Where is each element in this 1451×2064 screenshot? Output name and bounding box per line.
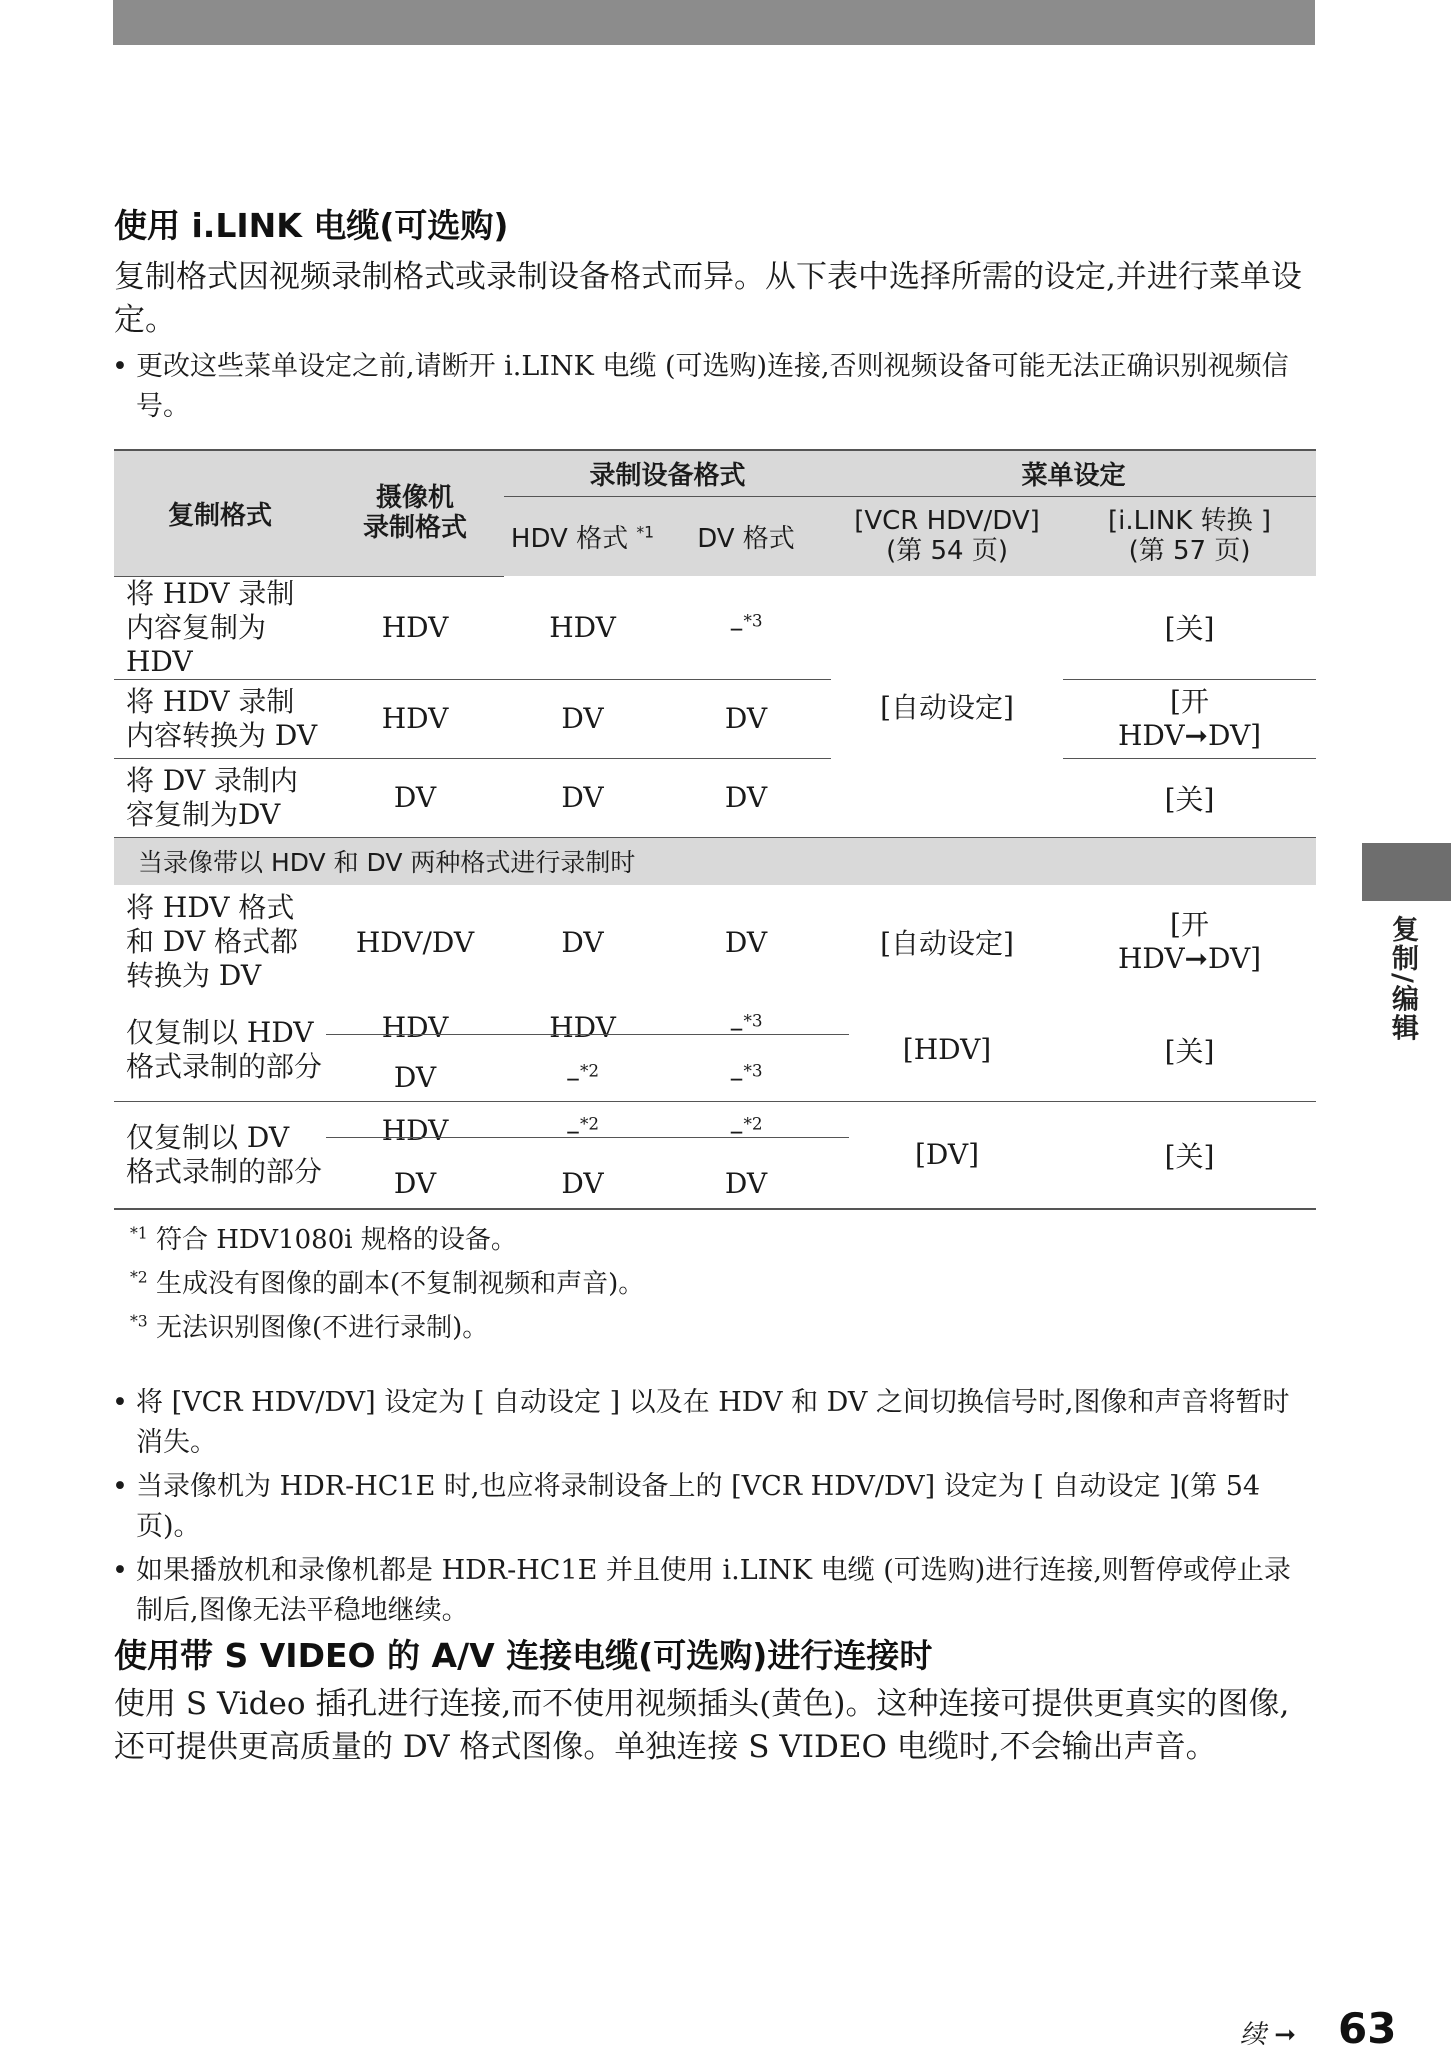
cell-ilink: [关] [1063, 999, 1316, 1101]
footnote-mark: *3 [130, 1312, 148, 1331]
row-label: 将 HDV 录制内容复制为 HDV [114, 576, 326, 679]
cell-dv-text: – [729, 610, 744, 644]
table-row [114, 885, 1316, 999]
header-camcorder-format-text: 摄像机 录制格式 [362, 483, 467, 544]
cell-dv-text: – [729, 1061, 744, 1095]
svideo-paragraph: 使用 S Video 插孔进行连接,而不使用视频插头(黄色)。这种连接可提供更真实的图像,还可提供更高质量的 DV 格式图像。单独连接 S VIDEO 电缆时,不会输出声音。 [114, 1686, 1290, 1765]
row-label: 将 HDV 格式和 DV 格式都转换为 DV [126, 891, 298, 992]
intro-paragraph: 复制格式因视频录制格式或录制设备格式而异。从下表中选择所需的设定,并进行菜单设定。 [114, 259, 1302, 338]
footnote-text: 符合 HDV1080i 规格的设备。 [147, 1225, 517, 1255]
cell-camcorder: HDV/DV [355, 925, 475, 959]
continued-indicator: 续 ➞ [1240, 2020, 1297, 2050]
cell-vcr: [DV] [831, 1101, 1063, 1209]
cell-hdv: DV [504, 679, 661, 758]
table-row [114, 679, 1316, 758]
header-ilink-conversion [1063, 496, 1316, 576]
cell-dv [661, 576, 831, 679]
cell-hdv: DV [561, 925, 604, 959]
footnote-1 [130, 1218, 644, 1262]
format-table [114, 449, 1316, 1210]
table-row [114, 1101, 1316, 1159]
header-recorder-format: 录制设备格式 [504, 450, 831, 496]
cell-vcr: [HDV] [831, 999, 1063, 1101]
cell-camcorder: DV [326, 1159, 504, 1209]
note-item: • 更改这些菜单设定之前,请断开 i.LINK 电缆 (可选购)连接,否则视频设备可能无法正确识别视频信号。 [110, 347, 1315, 427]
note-item: • 如果播放机和录像机都是 HDR-HC1E 并且使用 i.LINK 电缆 (可选购)进行连接,则暂停或停止录制后,图像无法平稳地继续。 [110, 1551, 1315, 1631]
cell-dv [661, 999, 831, 1055]
side-section-tab [1362, 843, 1451, 901]
row-label: 仅复制以 DV 格式录制的部分 [114, 1101, 326, 1209]
header-ilink-text: [i.LINK 转换 ] (第 57 页) [1108, 506, 1271, 567]
cell-dv-text: – [729, 1010, 744, 1044]
cell-ilink [1063, 679, 1316, 758]
row-label: 仅复制以 HDV 格式录制的部分 [114, 999, 326, 1101]
row-label: 将 DV 录制内容复制为DV [114, 758, 326, 837]
cell-hdv-text: – [565, 1061, 580, 1095]
header-vcr-text: [VCR HDV/DV] (第 54 页) [854, 506, 1040, 567]
cell-camcorder: HDV [381, 1010, 449, 1044]
footnote-text: 生成没有图像的副本(不复制视频和声音)。 [147, 1269, 645, 1299]
table-row [114, 758, 1316, 837]
cell-ilink [1063, 885, 1316, 999]
header-camcorder-format [326, 450, 504, 576]
cell-camcorder: HDV [381, 1113, 449, 1147]
cell-hdv: HDV [549, 1010, 616, 1044]
post-table-notes [110, 1383, 1315, 1635]
table-row [114, 576, 1316, 679]
cell-camcorder: DV [326, 758, 504, 837]
footnote-mark: *3 [743, 1060, 763, 1081]
cell-dv-text: – [729, 1113, 744, 1147]
note-item: • 将 [VCR HDV/DV] 设定为 [ 自动设定 ] 以及在 HDV 和 DV 之间切换信号时,图像和声音将暂时消失。 [110, 1383, 1315, 1463]
cell-hdv-text: – [565, 1113, 580, 1147]
cell-hdv [504, 1055, 661, 1101]
pre-table-notes [110, 347, 1315, 427]
cell-camcorder: DV [326, 1055, 504, 1101]
cell-hdv [504, 1101, 661, 1159]
top-banner [113, 0, 1315, 45]
section-title-svideo: 使用带 S VIDEO 的 A/V 连接电缆(可选购)进行连接时 [114, 1636, 933, 1675]
header-hdv-text: HDV 格式 [510, 523, 637, 554]
note-item: • 当录像机为 HDR-HC1E 时,也应将录制设备上的 [VCR HDV/DV] 设定为 [ 自动设定 ](第 54 页)。 [110, 1467, 1315, 1547]
cell-dv [661, 1101, 831, 1159]
header-copy-format: 复制格式 [114, 450, 326, 576]
cell-dv: DV [724, 925, 768, 959]
footnote-mark: *2 [579, 1113, 600, 1134]
section-row [114, 837, 1316, 885]
cell-hdv: HDV [504, 576, 661, 679]
header-hdv-format [504, 496, 661, 576]
cell-hdv: DV [504, 758, 661, 837]
subrow-divider [326, 1137, 849, 1138]
section-title-ilink: 使用 i.LINK 电缆(可选购) [114, 206, 509, 245]
table-footnotes [130, 1218, 644, 1350]
subrow-divider [326, 1034, 849, 1035]
cell-dv: DV [661, 758, 831, 837]
section-row-label: 当录像带以 HDV 和 DV 两种格式进行录制时 [114, 837, 1316, 885]
footnote-mark: *2 [743, 1113, 763, 1134]
cell-camcorder: HDV [326, 679, 504, 758]
header-dv-format: DV 格式 [661, 496, 831, 576]
footnote-mark: *3 [743, 1010, 763, 1031]
cell-dv: DV [661, 679, 831, 758]
footnote-text: 无法识别图像(不进行录制)。 [147, 1313, 489, 1343]
cell-vcr: [自动设定] [880, 927, 1014, 960]
cell-dv: DV [661, 1159, 831, 1209]
footnote-mark: *2 [130, 1268, 148, 1287]
cell-ilink: [关] [1063, 758, 1316, 837]
footnote-mark: *1 [130, 1224, 148, 1243]
footnote-mark: *2 [579, 1060, 600, 1081]
page-number: 63 [1338, 2004, 1397, 2053]
side-section-label: 复制/编辑 [1387, 915, 1418, 1043]
footnote-2 [130, 1262, 644, 1306]
table-row [114, 999, 1316, 1055]
header-menu-settings: 菜单设定 [831, 450, 1316, 496]
cell-ilink-text: [开 HDV➞DV] [1117, 684, 1262, 752]
cell-hdv: DV [504, 1159, 661, 1209]
cell-ilink: [关] [1063, 1101, 1316, 1209]
cell-vcr-merged: [自动设定] [831, 576, 1063, 837]
footnote-3 [130, 1306, 644, 1350]
footnote-mark: *3 [743, 610, 763, 631]
cell-camcorder: HDV [326, 576, 504, 679]
row-label: 将 HDV 录制内容转换为 DV [114, 679, 326, 758]
header-vcr-hdv-dv [831, 496, 1063, 576]
cell-dv [661, 1055, 831, 1101]
cell-ilink-text: [开 HDV➞DV] [1117, 908, 1262, 975]
footnote-mark: *1 [636, 523, 655, 542]
cell-ilink: [关] [1063, 576, 1316, 679]
